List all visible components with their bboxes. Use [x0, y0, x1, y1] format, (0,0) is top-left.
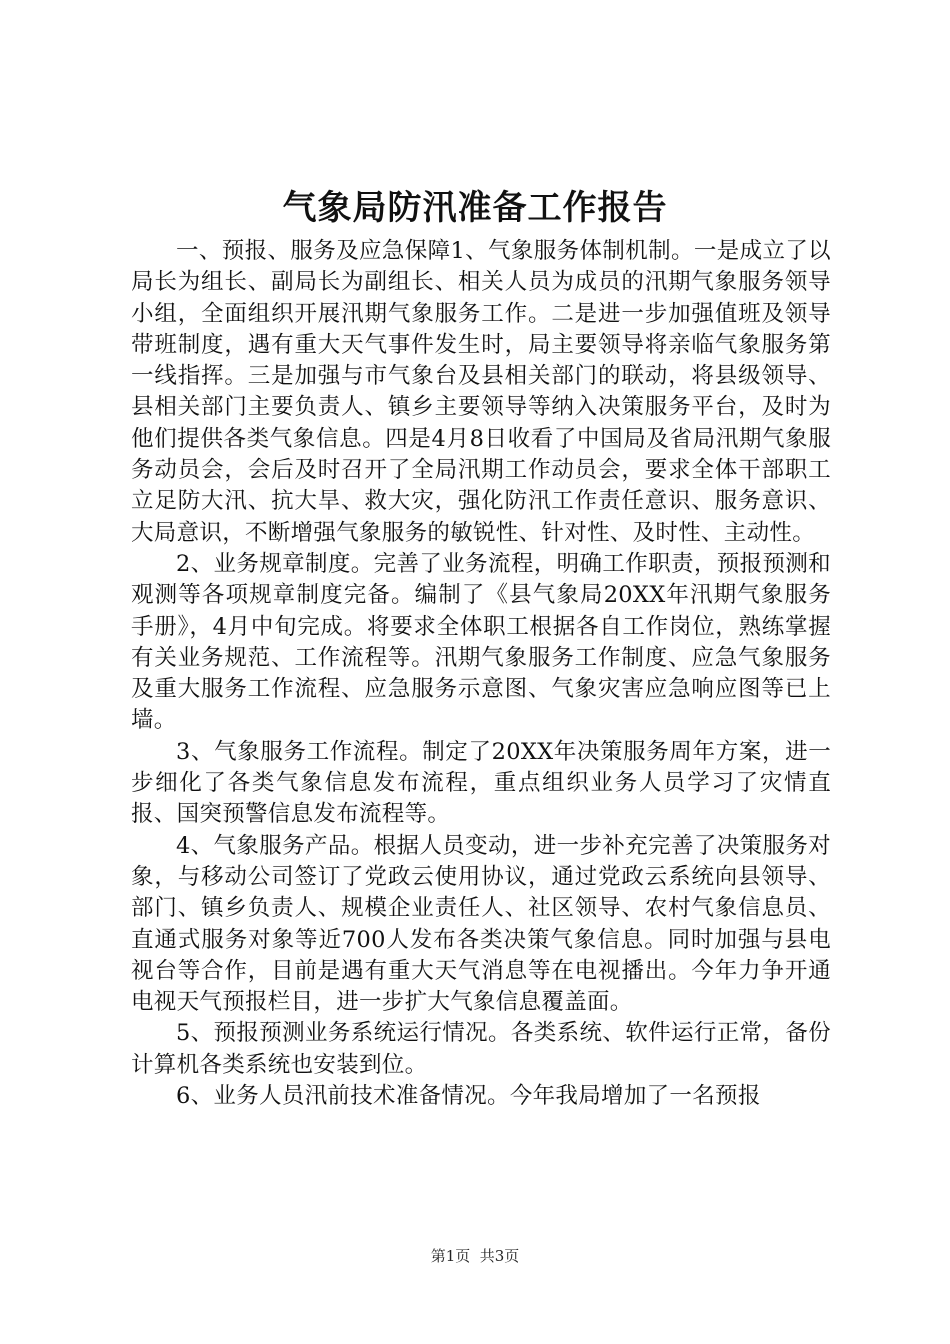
paragraph-6: 6、业务人员汛前技术准备情况。今年我局增加了一名预报 — [176, 1083, 761, 1110]
paragraph-5: 5、预报预测业务系统运行情况。各类系统、软件运行正常，备份计算机各类系统也安装到位。 — [131, 1020, 831, 1078]
paragraph-4: 4、气象服务产品。根据人员变动，进一步补充完善了决策服务对象，与移动公司签订了党政云使用协议，通过党政云系统向县领导、部门、镇乡负责人、规模企业责任人、社区领导、农村气象信息员、直通式服务对象等近700人发布各类决策气象信息。同时加强与县电视台等合作，目前是遇有重大天气消息等在电视播出。今年力争开通电视天气预报栏目，进一步扩大气象信息覆盖面。 — [131, 832, 831, 1016]
page-number-label: 第1页 共3页 — [430, 1247, 520, 1265]
page-footer — [0, 1246, 950, 1266]
paragraph-2: 2、业务规章制度。完善了业务流程，明确工作职责，预报预测和观测等各项规章制度完备。编制了《县气象局20XX年汛期气象服务手册》，4月中旬完成。将要求全体职工根据各自工作岗位，熟练掌握有关业务规范、工作流程等。汛期气象服务工作制度、应急气象服务及重大服务工作流程、应急服务示意图、气象灾害应急响应图等已上墙。 — [131, 550, 831, 734]
document-body — [131, 236, 831, 1112]
document-title: 气象局防汛准备工作报告 — [282, 188, 668, 228]
paragraph-1: 一、预报、服务及应急保障1、气象服务体制机制。一是成立了以局长为组长、副局长为副组长、相关人员为成员的汛期气象服务领导小组，全面组织开展汛期气象服务工作。二是进一步加强值班及领导带班制度，遇有重大天气事件发生时，局主要领导将亲临气象服务第一线指挥。三是加强与市气象台及县相关部门的联动，将县级领导、县相关部门主要负责人、镇乡主要领导等纳入决策服务平台，及时为他们提供各类气象信息。四是4月8日收看了中国局及省局汛期气象服务动员会，会后及时召开了全局汛期工作动员会，要求全体干部职工立足防大汛、抗大旱、救大灾，强化防汛工作责任意识、服务意识、大局意识，不断增强气象服务的敏锐性、针对性、及时性、主动性。 — [131, 238, 831, 546]
paragraph-3: 3、气象服务工作流程。制定了20XX年决策服务周年方案，进一步细化了各类气象信息发布流程，重点组织业务人员学习了灾情直报、国突预警信息发布流程等。 — [131, 738, 831, 828]
